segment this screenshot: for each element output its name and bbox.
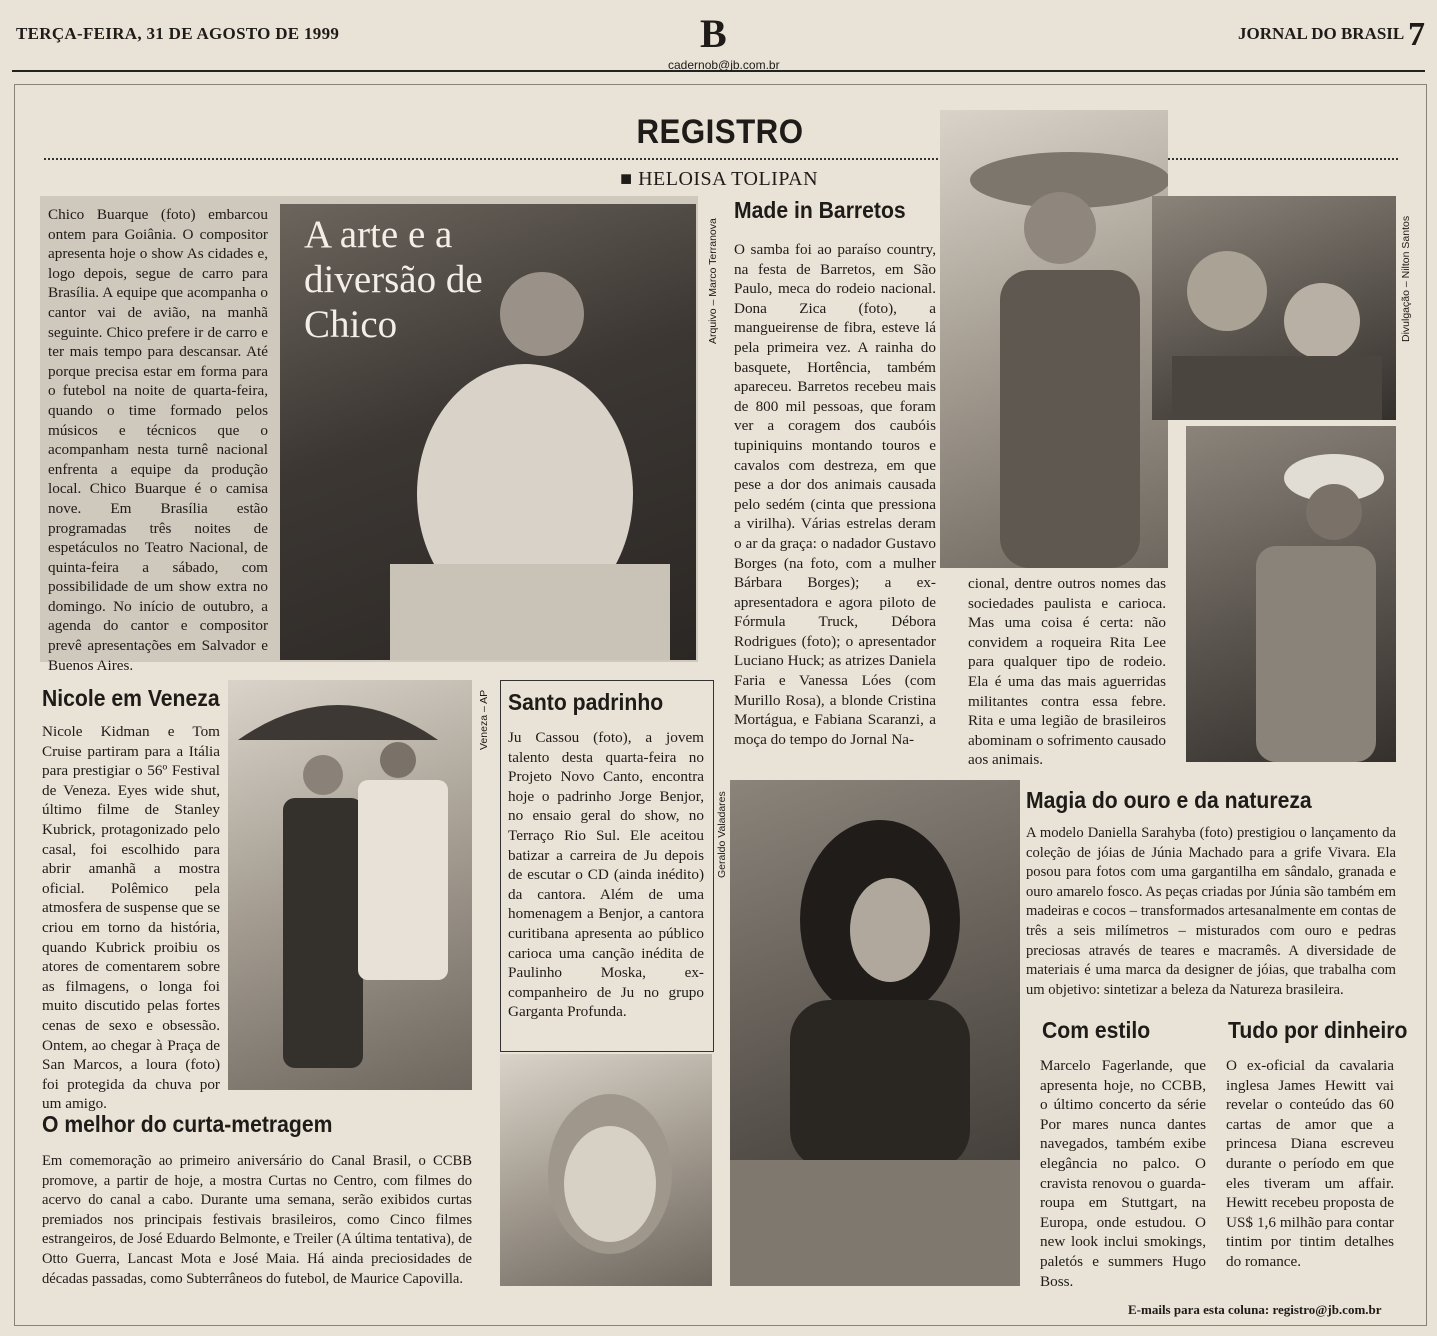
estilo-heading: Com estilo (1042, 1017, 1151, 1043)
dona-zica-figure (1186, 426, 1396, 762)
curta-heading: O melhor do curta-metragem (42, 1111, 333, 1137)
ju-cassou-photo (500, 1054, 712, 1286)
column-byline: ■ HELOISA TOLIPAN (620, 168, 819, 190)
daniella-photo (730, 780, 1020, 1286)
barretos-heading-wrap (734, 198, 921, 223)
daniella-photo-credit: Geraldo Valadares (716, 791, 728, 878)
estilo-text: Marcelo Fagerlande, que apresenta hoje, no CCBB, o último concerto da série Por mares nunca dantes navegados, também exibe elegância no palco. O cravista renovou o guarda-roupa em Stuttgart, na Europa, onde estudou. O new look inclui smokings, paletós e summers Hugo Boss. (1040, 1057, 1206, 1290)
magia-heading-wrap (1026, 788, 1337, 813)
magia-heading: Magia do ouro e da natureza (1026, 787, 1312, 813)
chico-figure (280, 204, 696, 660)
column-email-footer[interactable]: E-mails para esta coluna: registro@jb.com.br (1128, 1302, 1382, 1317)
nicole-photo (228, 680, 472, 1090)
section-letter: B (700, 11, 727, 56)
masthead-date: TERÇA-FEIRA, 31 DE AGOSTO DE 1999 (16, 24, 340, 43)
chico-text: Chico Buarque (foto) embarcou ontem para Goiânia. O compositor apresenta hoje o show As cidades e, logo depois, segue de carro para Brasília. A equipe que acompanha o cantor vai de avião, na manhã seguinte. Chico prefere ir de carro e ter mais tempo para descansar. Até porque precisa estar em forma para o futebol na noite de quarta-feira, quando o time formado pelos músicos e técnicos que o acompanham nesta turnê nacional enfrenta a equipe da produção local. Chico Buarque é o camisa nove. Em Brasília estão programadas três noites de espetáculos no Teatro Nacional, de quinta-feira a sábado, com possibilidade de um show extra no domingo. No início de outubro, a agenda do cantor e compositor prevê apresentações em Salvador e Buenos Aires. (48, 206, 268, 674)
chico-photo-headline: A arte e a diversão de Chico (304, 213, 483, 346)
daniella-figure (730, 780, 1020, 1286)
barretos-text-b: cional, dentre outros nomes das sociedades paulista e carioca. Mas uma coisa é certa: não convidem a roqueira Rita Lee para qualquer tipo de rodeio. Ela é uma das mais aguerridas militantes contra essa febre. Rita e uma legião de brasileiros abominam o sofrimento causado aos animais. (968, 575, 1166, 769)
chico-photo (280, 204, 696, 660)
section-email[interactable]: cadernob@jb.com.br (668, 58, 780, 72)
barretos-photo-credit: Divulgação – Nilton Santos (1400, 215, 1412, 342)
column-title: REGISTRO (636, 113, 804, 151)
cowgirl-figure (940, 110, 1168, 568)
dinheiro-heading-wrap (1228, 1018, 1423, 1043)
nicole-heading-wrap (42, 686, 235, 711)
dona-zica-photo (1186, 426, 1396, 762)
padrinho-heading-wrap (508, 690, 677, 715)
magia-text: A modelo Daniella Sarahyba (foto) prestigiou o lançamento da coleção de jóias de Júnia Machado para a grife Vivara. Ela posou para fotos com uma gargantilha em sândalo, granada e ouro amarelo fosco. As peças criadas por Júnia são também em madeiras e cocos – transformados artesanalmente em contas de três a seis milímetros – misturados com ouro e pedras preciosas através de teares e macramês. A diversidade de materiais é uma marca da designer de jóias, que trabalha com um objetivo: sintetizar a beleza da Natureza brasileira. (1026, 825, 1396, 998)
chico-photo-credit: Arquivo – Marco Terranova (707, 218, 719, 344)
page-number: 7 (1408, 16, 1425, 53)
dona-cowgirl-photo (940, 110, 1168, 568)
barretos-text-a: O samba foi ao paraíso country, na festa de Barretos, em São Paulo, meca do rodeio nacional. Dona Zica (foto), a mangueirense de fibra, esteve lá pela primeira vez. A rainha do basquete, Hortência, também apareceu. Barretos recebeu mais de 800 mil pessoas, que foram ver a coragem dos caubóis tupiniquins montando touros e cavalos com destreza, em que pese a dor dos animais causada pelo sedém (cinta que pressiona a virilha). Várias estrelas deram o ar da graça: o nadador Gustavo Borges (na foto, com a mulher Bárbara Borges); a ex-apresentadora e agora piloto de Fórmula Truck, Débora Rodrigues (foto); o apresentador Luciano Huck; as atrizes Daniela Faria e Vanessa Lóes (com Murillo Rosa), a blonde Cristina Mortágua, e Fabiana Scaranzi, a moça do tempo do Jornal Na- (734, 241, 936, 748)
nicole-figure (228, 680, 472, 1090)
dinheiro-text: O ex-oficial da cavalaria inglesa James Hewitt vai revelar o conteúdo das 60 cartas de amor que a princesa Diana escreveu durante o período em que eles tiveram um affair. Hewitt recebeu proposta de US$ 1,6 milhão para contar tintim por tintim detalhes do romance. (1226, 1057, 1394, 1270)
nicole-heading: Nicole em Veneza (42, 685, 220, 711)
dotted-rule (44, 158, 1398, 160)
ju-cassou-figure (500, 1054, 712, 1286)
curta-text: Em comemoração ao primeiro aniversário do Canal Brasil, o CCBB promove, a partir de hoje, a mostra Curtas no Centro, com filmes do acervo do canal a cabo. Durante uma semana, serão exibidos curtas premiados nos principais festivais brasileiros, como Cinco filmes estrangeiros, de José Eduardo Belmonte, e Treiler (A última tentativa), de Otto Guerra, Lancast Mota e José Maia. Há ainda preciosidades de décadas passadas, como Subterrâneos do futebol, de Maurice Capovilla. (42, 1153, 472, 1287)
nicole-text: Nicole Kidman e Tom Cruise partiram para a Itália para prestigiar o 56º Festival de Veneza. Eyes wide shut, último filme de Stanley Kubrick, protagonizado pelo casal, foi escolhido para abrir amanhã a mostra oficial. Polêmico pela atmosfera de suspense que se criou em torno da história, quando Kubrick proibiu os atores de comentarem sobre as filmagens, o longa foi muito discutido pelas fortes cenas de sexo e obsessão. Ontem, ao chegar à Praça de San Marcos, a loura (foto) foi protegida da chuva por um amigo. (42, 723, 220, 1113)
curta-heading-wrap (42, 1112, 358, 1137)
nicole-photo-credit: Veneza – AP (478, 689, 490, 750)
couple-figure (1152, 196, 1396, 420)
barretos-heading: Made in Barretos (734, 197, 906, 223)
dinheiro-heading: Tudo por dinheiro (1228, 1017, 1408, 1043)
estilo-heading-wrap (1042, 1018, 1160, 1043)
padrinho-text: Ju Cassou (foto), a jovem talento desta quarta-feira no Projeto Novo Canto, encontra hoje o padrinho Jorge Benjor, no ensaio geral do show, no Terraço Rio Sul. Ele aceitou batizar a carreira de Ju depois de escutar o CD (ainda inédito) da cantora. Além de uma homenagem a Benjor, a cantora curitibana apresenta ao público carioca uma canção inédita de Paulinho Moska, ex-companheiro de Ju no grupo Garganta Profunda. (508, 729, 704, 1021)
newspaper-name: JORNAL DO BRASIL (1238, 24, 1405, 43)
gustavo-borges-photo (1152, 196, 1396, 420)
padrinho-heading: Santo padrinho (508, 689, 664, 715)
